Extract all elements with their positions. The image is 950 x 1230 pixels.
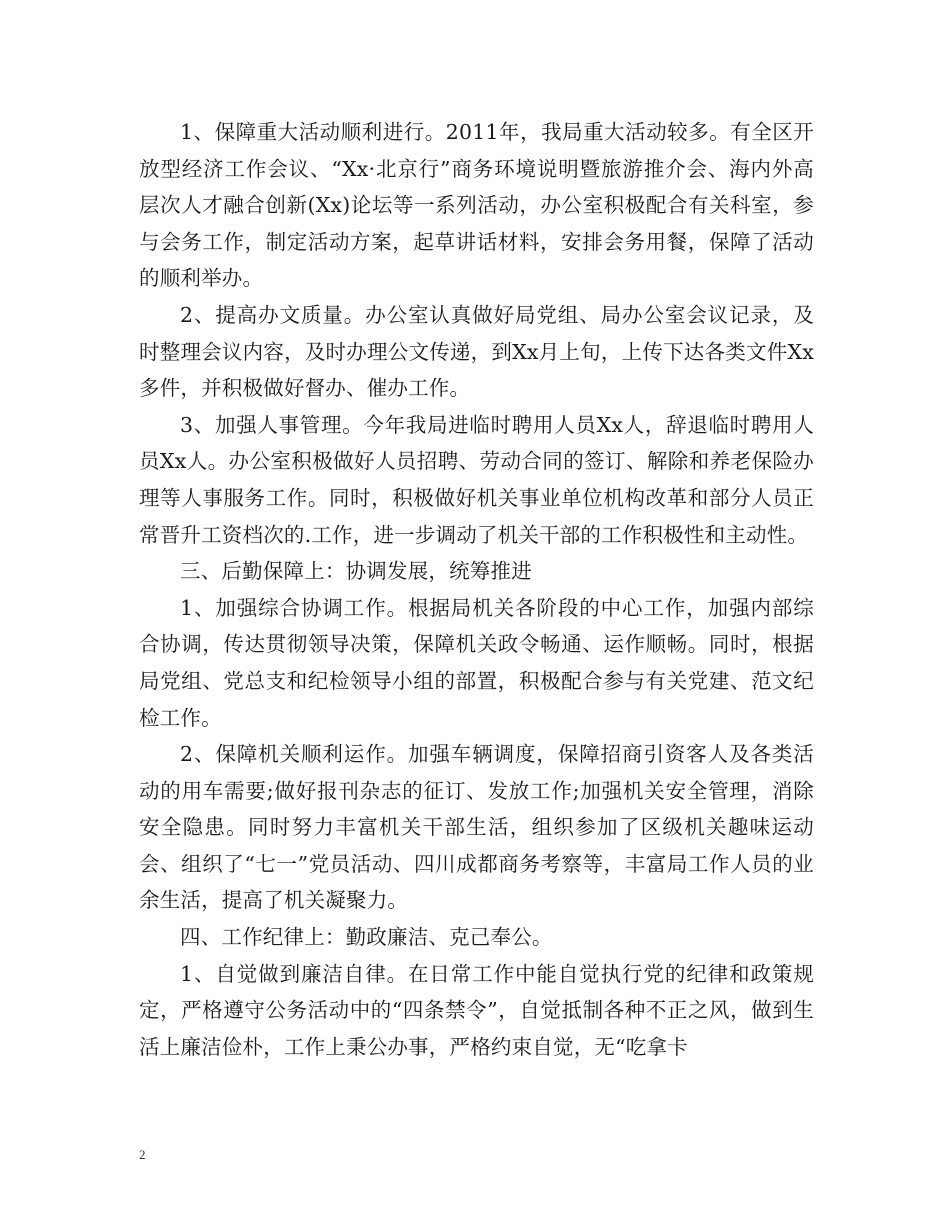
page-number: 2 <box>139 1147 146 1162</box>
paragraph-self-discipline: 1、自觉做到廉洁自律。在日常工作中能自觉执行党的纪律和政策规定，严格遵守公务活动中的“四条禁令”，自觉抵制各种不正之风，做到生活上廉洁俭朴，工作上秉公办事，严格约束自觉，无“吃拿卡 <box>139 961 814 1059</box>
document-body <box>139 114 814 1065</box>
section-heading-discipline: 四、工作纪律上：勤政廉洁、克己奉公。 <box>180 925 553 950</box>
paragraph-coordination: 1、加强综合协调工作。根据局机关各阶段的中心工作，加强内部综合协调，传达贯彻领导决策，保障机关政令畅通、运作顺畅。同时，根据局党组、党总支和纪检领导小组的部置，积极配合参与有关党建、范文纪检工作。 <box>139 595 814 730</box>
paragraph-ensure-major-events: 1、保障重大活动顺利进行。2011年，我局重大活动较多。有全区开放型经济工作会议、“Xx·北京行”商务环境说明暨旅游推介会、海内外高层次人才融合创新(Xx)论坛等一系列活动，办公室积极配合有关科室，参与会务工作，制定活动方案，起草讲话材料，安排会务用餐，保障了活动的顺利举办。 <box>139 120 814 291</box>
section-heading-logistics: 三、后勤保障上：协调发展，统筹推进 <box>180 559 532 584</box>
paragraph-document-quality: 2、提高办文质量。办公室认真做好局党组、局办公室会议记录，及时整理会议内容，及时办理公文传递，到Xx月上旬，上传下达各类文件Xx多件，并积极做好督办、催办工作。 <box>139 302 814 401</box>
paragraph-office-operations: 2、保障机关顺利运作。加强车辆调度，保障招商引资客人及各类活动的用车需要;做好报刊杂志的征订、发放工作;加强机关安全管理，消除安全隐患。同时努力丰富机关干部生活，组织参加了区级机关趣味运动会、组织了“七一”党员活动、四川成都商务考察等，丰富局工作人员的业余生活，提高了机关凝聚力。 <box>139 742 814 913</box>
paragraph-personnel-management: 3、加强人事管理。今年我局进临时聘用人员Xx人，辞退临时聘用人员Xx人。办公室积极做好人员招聘、劳动合同的签订、解除和养老保险办理等人事服务工作。同时，积极做好机关事业单位机构改革和部分人员正常晋升工资档次的.工作，进一步调动了机关干部的工作积极性和主动性。 <box>139 412 814 547</box>
